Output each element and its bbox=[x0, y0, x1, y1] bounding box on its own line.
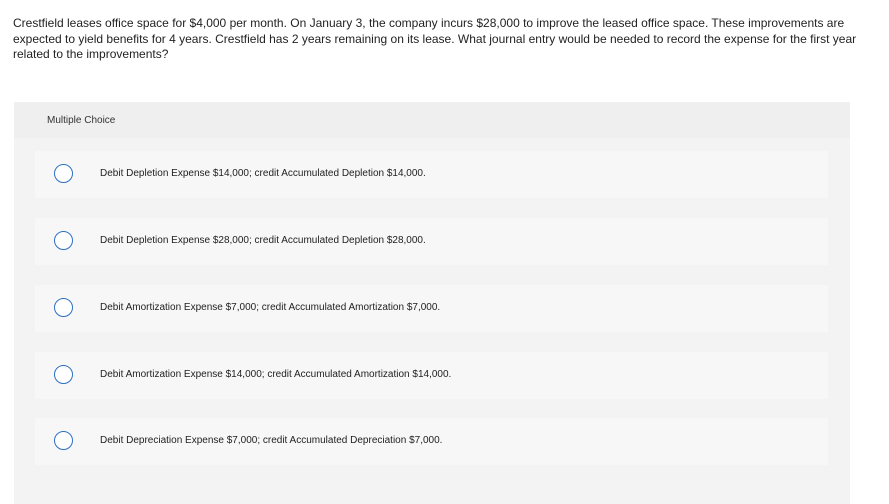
answer-option-label: Debit Amortization Expense $7,000; credit Accumulated Amortization $7,000. bbox=[100, 302, 441, 313]
answer-option-4[interactable] bbox=[35, 352, 828, 399]
answer-option-label: Debit Depletion Expense $28,000; credit Accumulated Depletion $28,000. bbox=[100, 235, 426, 246]
radio-unselected-icon[interactable] bbox=[54, 164, 73, 183]
radio-unselected-icon[interactable] bbox=[54, 365, 73, 384]
answer-option-3[interactable] bbox=[35, 285, 828, 332]
multiple-choice-header bbox=[14, 102, 850, 138]
answer-option-label: Debit Depreciation Expense $7,000; credit Accumulated Depreciation $7,000. bbox=[100, 435, 443, 446]
answer-option-label: Debit Depletion Expense $14,000; credit Accumulated Depletion $14,000. bbox=[100, 168, 426, 179]
radio-unselected-icon[interactable] bbox=[54, 231, 73, 250]
multiple-choice-title: Multiple Choice bbox=[47, 115, 116, 126]
answer-option-2[interactable] bbox=[35, 218, 828, 265]
question-text: Crestfield leases office space for $4,000 per month. On January 3, the company incurs $28,000 to improve the leased office space. These improvements are expected to yield benefits for 4 years. Crestfield has 2 years remaining on its lease. What journal entry would be needed to record the expense for the first year related to the improvements? bbox=[13, 16, 857, 61]
answer-option-label: Debit Amortization Expense $14,000; credit Accumulated Amortization $14,000. bbox=[100, 369, 452, 380]
radio-unselected-icon[interactable] bbox=[54, 431, 73, 450]
answer-option-1[interactable] bbox=[35, 151, 828, 198]
radio-unselected-icon[interactable] bbox=[54, 298, 73, 317]
multiple-choice-panel bbox=[14, 102, 850, 504]
answer-option-5[interactable] bbox=[35, 418, 828, 465]
